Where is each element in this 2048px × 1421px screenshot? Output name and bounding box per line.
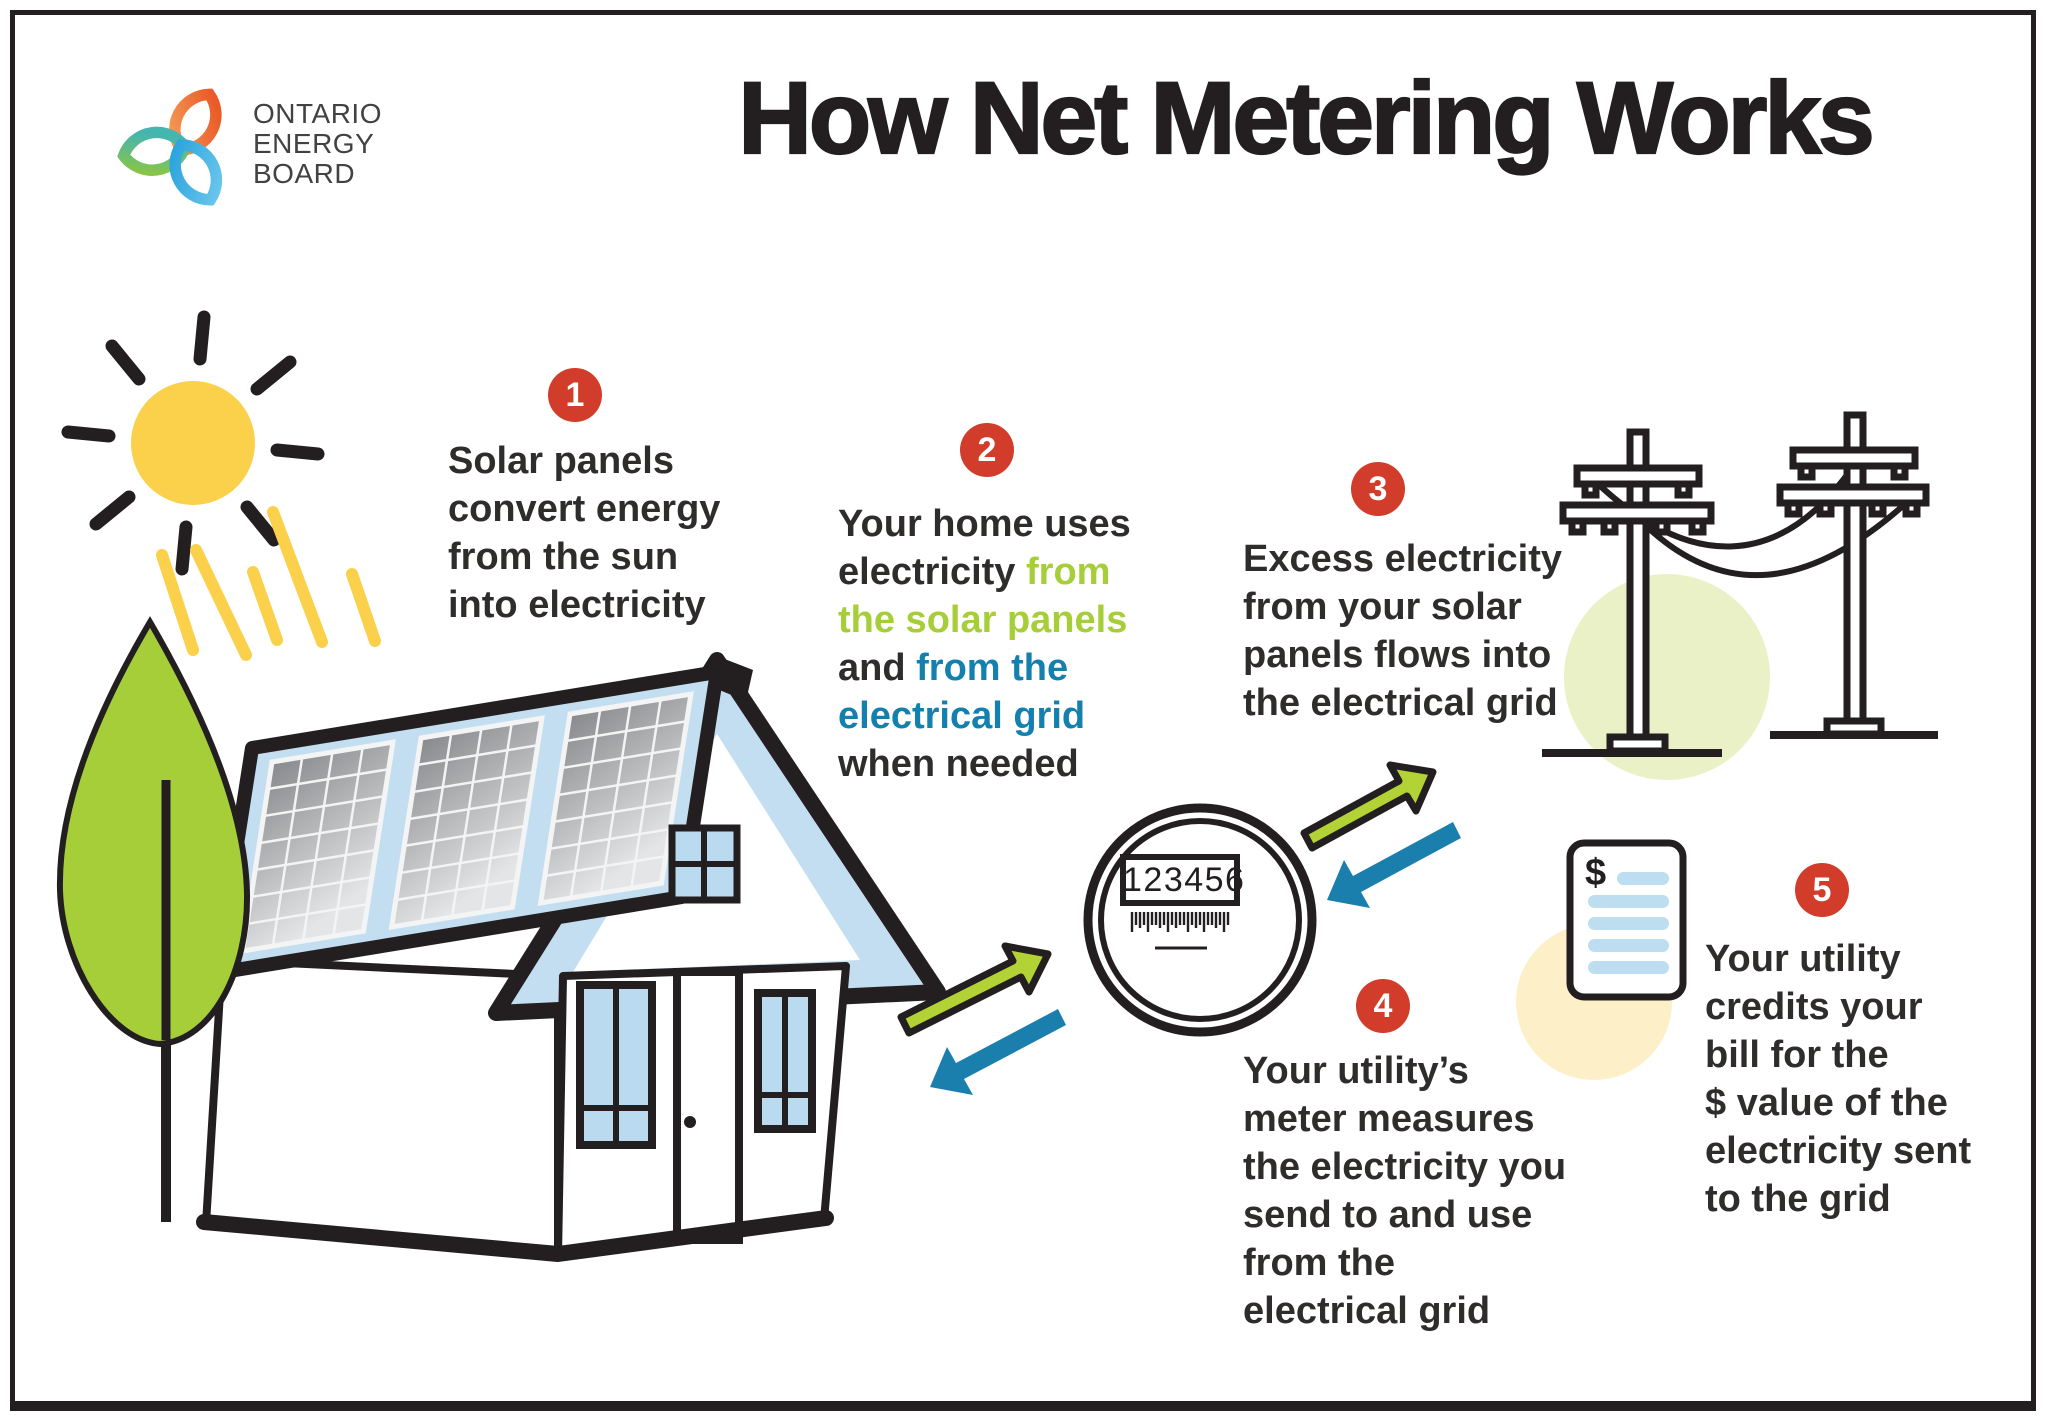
step-4-text [1243, 1047, 1566, 1335]
logo-text-line: BOARD [253, 158, 356, 189]
step-1-badge [548, 368, 602, 422]
step-2-line [838, 596, 1131, 644]
step-3-number: 3 [1368, 469, 1388, 508]
step-3-line: from your solar [1243, 586, 1522, 628]
step-5-line: bill for the [1705, 1034, 1889, 1076]
step-1-line: from the sun [448, 536, 679, 578]
step-4-line: electrical grid [1243, 1290, 1491, 1332]
ontario-energy-board-logo [115, 66, 445, 226]
step-3-text [1243, 535, 1562, 727]
step-1-text [448, 437, 720, 629]
step-4-line: meter measures [1243, 1098, 1535, 1140]
highlight-green: from [1026, 551, 1111, 593]
step-4-line: Your utility’s [1243, 1050, 1469, 1092]
step-4-line: from the [1243, 1242, 1395, 1284]
step-4-badge [1356, 979, 1410, 1033]
trillium-icon [115, 66, 250, 226]
blue-arrow-icon [930, 1009, 1066, 1095]
step-1-line: Solar panels [448, 440, 674, 482]
logo-text-line: ENERGY [253, 128, 375, 159]
step-3-badge [1351, 462, 1405, 516]
step-4-line: the electricity you [1243, 1146, 1567, 1188]
utility-meter-icon [1088, 808, 1312, 1032]
highlight-blue: from the [916, 647, 1069, 689]
step-2-line: when needed [838, 743, 1079, 785]
step-2-line: and from the [838, 647, 1069, 689]
step-2-badge [960, 423, 1014, 477]
step-5-text [1705, 935, 1971, 1223]
logo-text-line: ONTARIO [253, 98, 382, 129]
step-5-line: credits your [1705, 986, 1923, 1028]
house-with-solar-panels-icon [204, 656, 938, 1256]
step-2-line [838, 692, 1131, 740]
highlight-green: the solar panels [838, 599, 1128, 641]
step-1-line: convert energy [448, 488, 721, 530]
step-2-line: Your home uses [838, 503, 1131, 545]
highlight-blue: electrical grid [838, 695, 1086, 737]
power-poles-icon [1542, 415, 1938, 780]
dollar-sign: $ [1585, 852, 1607, 894]
step-5-line: $ value of the [1705, 1082, 1948, 1124]
page-title: How Net Metering Works [738, 61, 1872, 175]
step-2-number: 2 [977, 430, 997, 469]
step-3-line: the electrical grid [1243, 682, 1558, 724]
step-5-badge [1795, 863, 1849, 917]
step-5-line: electricity sent [1705, 1130, 1972, 1172]
green-arrow-icon [1304, 765, 1433, 848]
step-3-line: panels flows into [1243, 634, 1552, 676]
step-5-line: to the grid [1705, 1178, 1891, 1220]
meter-reading: 123456 [1123, 861, 1246, 899]
blue-arrow-icon [1327, 822, 1461, 908]
attic-window-icon [672, 828, 737, 900]
door-icon [677, 972, 739, 1240]
step-1-number: 1 [565, 375, 585, 414]
step-2-line: electricity from [838, 551, 1111, 593]
step-5-line: Your utility [1705, 938, 1901, 980]
step-4-number: 4 [1373, 986, 1393, 1025]
step-1-line: into electricity [448, 584, 706, 626]
step-4-line: send to and use [1243, 1194, 1533, 1236]
step-5-number: 5 [1812, 870, 1832, 909]
step-3-line: Excess electricity [1243, 538, 1563, 580]
step-2-text [838, 500, 1131, 788]
